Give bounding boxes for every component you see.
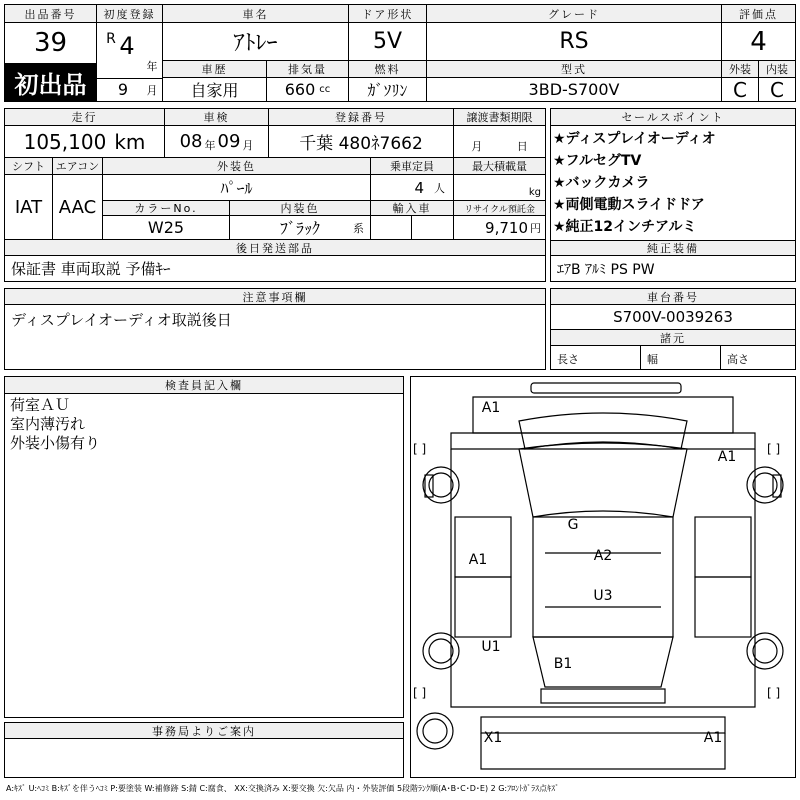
damage-mark: A2 — [593, 548, 613, 564]
later-items-value: 保証書 車両取説 予備ｷｰ — [11, 260, 171, 278]
rear-view-top — [481, 717, 725, 733]
capacity-cell — [371, 175, 454, 201]
shift-value: IAT — [5, 175, 53, 240]
inspection-cell — [165, 126, 269, 158]
history-label: 車歴 — [163, 61, 267, 78]
first-reg-month: 9 — [117, 80, 129, 99]
transfer-cell — [454, 126, 545, 158]
capacity-value: 4 — [414, 178, 424, 197]
height-cell: 高さ — [727, 353, 749, 366]
sales-point-item: ★ディスプレイオーディオ — [553, 131, 716, 147]
front-panel-shape — [451, 433, 755, 449]
displacement-unit: cc — [319, 84, 331, 95]
plate-label: 登録番号 — [269, 109, 454, 126]
score-value: 4 — [722, 23, 795, 61]
width-cell: 幅 — [641, 346, 721, 369]
lot-label: 出品番号 — [5, 5, 97, 23]
body-outline — [451, 449, 755, 707]
damage-mark: A1 — [468, 552, 488, 568]
capacity-label: 乗車定員 — [371, 158, 454, 175]
equipment-value: ｴｱB ｱﾙﾐ PS PW — [557, 261, 655, 278]
score-label: 評価点 — [722, 5, 795, 23]
grade-label: グレード — [427, 5, 722, 23]
sales-points-label: セールスポイント — [551, 109, 795, 126]
sales-point-item: ★バックカメラ — [553, 175, 650, 191]
door-label: ドア形状 — [349, 5, 427, 23]
first-reg-year: 4 — [119, 32, 135, 60]
plate-value: 千葉 480ﾈ7662 — [269, 126, 454, 158]
mileage-label: 走行 — [5, 109, 165, 126]
color-label: 外装色 — [103, 158, 371, 175]
door-type: 5V — [349, 23, 427, 61]
inspector-notes — [10, 396, 400, 453]
damage-mark: A1 — [703, 730, 723, 746]
color-code-label: カラーNo. — [103, 201, 230, 216]
front-bumper-shape — [531, 383, 681, 393]
interior-label: 内装 — [759, 61, 795, 78]
load-cell — [454, 175, 545, 201]
model-value: 3BD-S700V — [427, 78, 722, 101]
interior-grade: C — [770, 78, 784, 101]
displacement-cell — [267, 78, 349, 101]
notes-value: ディスプレイオーディオ取説後日 — [11, 310, 232, 329]
sales-point-item: ★フルセグTV — [553, 153, 642, 169]
transfer-month-unit: 月 — [471, 140, 483, 153]
office-label: 事務局よりご案内 — [5, 723, 403, 739]
inspector-line: 外装小傷有り — [10, 434, 101, 452]
sales-points-list — [553, 128, 793, 238]
damage-mark: X1 — [483, 730, 503, 746]
damage-mark: U1 — [481, 639, 501, 655]
damage-mark: U3 — [593, 588, 613, 604]
fuel-value: ｶﾞｿﾘﾝ — [349, 78, 427, 101]
inspector-line: 荷室ＡＵ — [10, 396, 71, 414]
car-name: ｱﾄﾚｰ — [163, 23, 349, 61]
load-label: 最大積載量 — [454, 158, 545, 175]
svg-text:[ ]: [ ] — [767, 442, 781, 456]
recycle-unit: 円 — [530, 221, 541, 235]
recycle-label: リサイクル預託金 — [454, 201, 545, 216]
damage-mark: B1 — [553, 656, 573, 672]
damage-mark: A1 — [717, 449, 737, 465]
svg-text:[ ]: [ ] — [413, 442, 427, 456]
transfer-label: 譲渡書類期限 — [454, 109, 545, 126]
equipment-label: 純正装備 — [551, 240, 795, 256]
damage-mark: A1 — [481, 400, 501, 416]
first-reg-month-unit: 月 — [146, 84, 158, 97]
svg-text:[ ]: [ ] — [413, 686, 427, 700]
displacement-value: 660 — [284, 80, 316, 99]
first-reg-year-unit: 年 — [146, 60, 158, 73]
first-reg-era: R — [106, 31, 116, 47]
legend-text: A:ｷｽﾞ U:ﾍｺﾐ B:ｷｽﾞを伴うﾍｺﾐ P:要塗装 W:補修跡 S:錆 C:腐食、 XX:交換済み X:要交換 欠:欠品 内・外装評価 5段階ﾗﾝｸ順(A･B･C･D･E) 2 G:ﾌﾛﾝﾄｶﾞﾗｽ点ｷｽﾞ — [6, 783, 560, 793]
hood-shape — [473, 397, 733, 433]
first-listing-badge: 初出品 — [5, 63, 97, 101]
car-name-label: 車名 — [163, 5, 349, 23]
sales-point-item: ★両側電動スライドドア — [553, 197, 705, 213]
rear-view-body — [481, 733, 725, 769]
color-code: W25 — [103, 216, 230, 240]
right-rear-door — [695, 577, 751, 637]
chassis-label: 車台番号 — [551, 289, 795, 305]
left-rear-door — [455, 577, 511, 637]
car-diagram — [411, 377, 795, 777]
spare-hub — [423, 719, 447, 743]
aircon-label: エアコン — [53, 158, 103, 175]
import-label: 輸入車 — [371, 201, 454, 216]
inspection-year-unit: 年 — [204, 138, 216, 152]
lot-number: 39 — [5, 23, 97, 63]
damage-mark: G — [567, 517, 579, 533]
color-value: ﾊﾟｰﾙ — [103, 175, 371, 201]
mileage-unit: km — [114, 129, 146, 154]
load-unit: kg — [528, 187, 541, 198]
exterior-grade: C — [722, 78, 759, 101]
fuel-label: 燃料 — [349, 61, 427, 78]
inspection-month: 09 — [217, 131, 241, 152]
mileage-value: 105,100 — [23, 129, 107, 154]
interior-color-value: ﾌﾞﾗｯｸ — [279, 219, 320, 238]
sales-point-item: ★純正12インチアルミ — [553, 219, 697, 235]
front-left-wheel — [423, 467, 459, 503]
exterior-label: 外装 — [722, 61, 759, 78]
roof-front-shape — [519, 443, 687, 517]
displacement-label: 排気量 — [267, 61, 349, 78]
interior-color-cell — [230, 216, 371, 240]
capacity-unit: 人 — [434, 181, 445, 195]
history-value: 自家用 — [163, 78, 267, 101]
chassis-number: S700V-0039263 — [551, 305, 795, 330]
transfer-day-unit: 日 — [516, 140, 528, 153]
later-items-label: 後日発送部品 — [5, 240, 545, 256]
shift-label: シフト — [5, 158, 53, 175]
model-label: 型式 — [427, 61, 722, 78]
rear-right-hub — [753, 639, 777, 663]
roof-shape — [533, 517, 673, 637]
interior-color-label: 内装色 — [230, 201, 371, 216]
inspector-line: 室内薄汚れ — [10, 415, 86, 433]
recycle-cell — [454, 216, 545, 240]
inspection-label: 車検 — [165, 109, 269, 126]
aircon-value: AAC — [53, 175, 103, 240]
inspection-year: 08 — [179, 131, 203, 152]
svg-text:[ ]: [ ] — [767, 686, 781, 700]
right-front-door — [695, 517, 751, 577]
inspection-month-unit: 月 — [242, 138, 254, 152]
recycle-value: 9,710 — [485, 218, 528, 237]
inspector-label: 検査員記入欄 — [5, 377, 403, 394]
dims-label: 諸元 — [551, 330, 795, 346]
notes-label: 注意事項欄 — [5, 289, 545, 305]
grade-value: RS — [427, 23, 722, 61]
mileage-cell — [5, 126, 165, 158]
import-subcell — [371, 216, 412, 240]
first-reg-label: 初度登録 — [97, 5, 163, 23]
interior-color-suffix: 系 — [353, 221, 364, 235]
length-cell: 長さ — [551, 346, 641, 369]
rear-bumper-shape — [541, 689, 665, 703]
rear-left-hub — [429, 639, 453, 663]
